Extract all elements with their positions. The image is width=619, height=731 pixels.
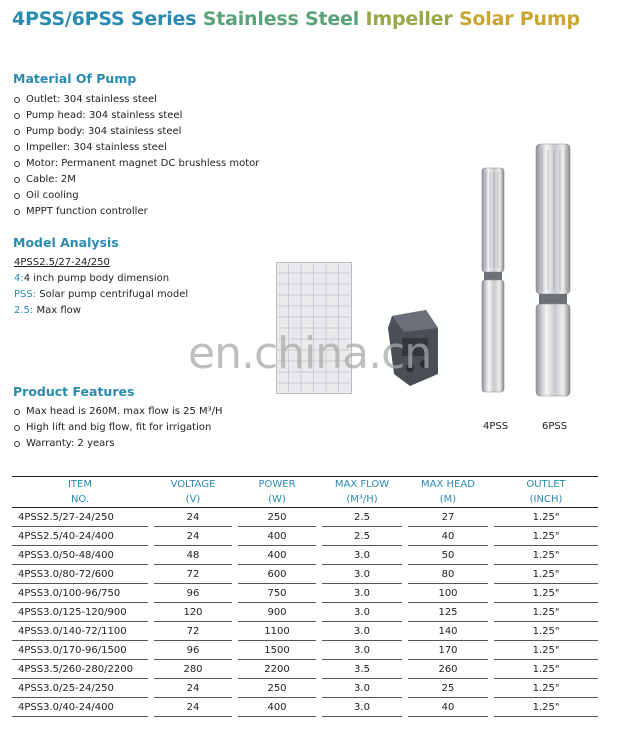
table-row xyxy=(12,527,598,546)
table-header-row xyxy=(12,492,598,508)
list-item xyxy=(14,404,223,420)
pump-label-6pss: 6PSS xyxy=(542,421,568,432)
value-cell: 250 xyxy=(238,679,316,698)
column-header: (V) xyxy=(154,492,232,508)
value-cell: 3.5 xyxy=(322,660,402,679)
list-item xyxy=(14,156,259,172)
value-cell: 40 xyxy=(408,527,488,546)
value-cell: 750 xyxy=(238,584,316,603)
model-cell: 4PSS2.5/27-24/250 xyxy=(12,508,148,527)
value-cell: 1.25" xyxy=(494,622,598,641)
model-cell: 4PSS3.0/25-24/250 xyxy=(12,679,148,698)
column-header: (W) xyxy=(238,492,316,508)
model-cell: 4PSS3.0/50-48/400 xyxy=(12,546,148,565)
bullet-icon xyxy=(14,209,20,215)
features-list xyxy=(14,404,223,452)
model-cell: 4PSS2.5/40-24/400 xyxy=(12,527,148,546)
spec-table xyxy=(12,476,598,717)
value-cell: 1.25" xyxy=(494,603,598,622)
value-cell: 80 xyxy=(408,565,488,584)
model-line: PSS: Solar pump centrifugal model xyxy=(14,289,189,300)
bullet-icon xyxy=(14,129,20,135)
page-title xyxy=(12,8,580,30)
features-heading: Product Features xyxy=(13,384,135,399)
value-cell: 24 xyxy=(154,508,232,527)
value-cell: 900 xyxy=(238,603,316,622)
value-cell: 3.0 xyxy=(322,565,402,584)
value-cell: 50 xyxy=(408,546,488,565)
value-cell: 600 xyxy=(238,565,316,584)
list-item-text: MPPT function controller xyxy=(26,206,148,217)
bullet-icon xyxy=(14,425,20,431)
value-cell: 1.25" xyxy=(494,527,598,546)
column-header: VOLTAGE xyxy=(154,477,232,493)
model-analysis xyxy=(14,255,188,319)
bullet-icon xyxy=(14,193,20,199)
table-row xyxy=(12,565,598,584)
material-heading: Material Of Pump xyxy=(13,71,137,86)
title-part-material: Stainless Steel xyxy=(202,8,366,30)
value-cell: 96 xyxy=(154,641,232,660)
value-cell: 260 xyxy=(408,660,488,679)
title-part-impeller: Impeller xyxy=(365,8,459,30)
table-row xyxy=(12,508,598,527)
table-row xyxy=(12,698,598,717)
model-line: 4:4 inch pump body dimension xyxy=(14,273,170,284)
value-cell: 1.25" xyxy=(494,565,598,584)
value-cell: 3.0 xyxy=(322,679,402,698)
list-item-text: Motor: Permanent magnet DC brushless motor xyxy=(26,158,260,169)
list-item-text: Pump body: 304 stainless steel xyxy=(26,126,182,137)
list-item-text: High lift and big flow, fit for irrigation xyxy=(26,422,212,433)
value-cell: 1.25" xyxy=(494,641,598,660)
model-cell: 4PSS3.0/125-120/900 xyxy=(12,603,148,622)
column-header: NO. xyxy=(12,492,148,508)
list-item xyxy=(14,436,223,452)
value-cell: 1.25" xyxy=(494,679,598,698)
bullet-icon xyxy=(14,441,20,447)
bullet-icon xyxy=(14,145,20,151)
bullet-icon xyxy=(14,177,20,183)
value-cell: 40 xyxy=(408,698,488,717)
list-item-text: Pump head: 304 stainless steel xyxy=(26,110,183,121)
value-cell: 25 xyxy=(408,679,488,698)
value-cell: 3.0 xyxy=(322,584,402,603)
column-header: MAX HEAD xyxy=(408,477,488,493)
list-item-text: Warranty: 2 years xyxy=(26,438,115,449)
value-cell: 170 xyxy=(408,641,488,660)
value-cell: 27 xyxy=(408,508,488,527)
column-header: MAX FLOW xyxy=(322,477,402,493)
list-item xyxy=(14,108,259,124)
list-item-text: Max head is 260M. max flow is 25 M³/H xyxy=(26,406,223,417)
value-cell: 3.0 xyxy=(322,641,402,660)
column-header: (M³/H) xyxy=(322,492,402,508)
value-cell: 400 xyxy=(238,527,316,546)
table-row xyxy=(12,603,598,622)
value-cell: 1500 xyxy=(238,641,316,660)
value-cell: 2.5 xyxy=(322,508,402,527)
value-cell: 48 xyxy=(154,546,232,565)
table-row xyxy=(12,641,598,660)
model-heading: Model Analysis xyxy=(13,235,119,250)
model-cell: 4PSS3.0/40-24/400 xyxy=(12,698,148,717)
value-cell: 1.25" xyxy=(494,508,598,527)
value-cell: 24 xyxy=(154,527,232,546)
value-cell: 72 xyxy=(154,565,232,584)
list-item xyxy=(14,204,259,220)
value-cell: 1.25" xyxy=(494,584,598,603)
column-header: (INCH) xyxy=(494,492,598,508)
column-header: ITEM xyxy=(12,477,148,493)
list-item-text: Impeller: 304 stainless steel xyxy=(26,142,167,153)
column-header: OUTLET xyxy=(494,477,598,493)
list-item xyxy=(14,420,223,436)
value-cell: 1.25" xyxy=(494,660,598,679)
model-cell: 4PSS3.5/260-280/2200 xyxy=(12,660,148,679)
table-header-row xyxy=(12,477,598,493)
bullet-icon xyxy=(14,113,20,119)
model-line: 2.5: Max flow xyxy=(14,305,81,316)
list-item xyxy=(14,140,259,156)
model-cell: 4PSS3.0/170-96/1500 xyxy=(12,641,148,660)
list-item xyxy=(14,172,259,188)
value-cell: 1.25" xyxy=(494,546,598,565)
list-item-text: Oil cooling xyxy=(26,190,79,201)
value-cell: 3.0 xyxy=(322,546,402,565)
value-cell: 400 xyxy=(238,698,316,717)
table-row xyxy=(12,660,598,679)
model-cell: 4PSS3.0/80-72/600 xyxy=(12,565,148,584)
model-cell: 4PSS3.0/100-96/750 xyxy=(12,584,148,603)
list-item-text: Outlet: 304 stainless steel xyxy=(26,94,157,105)
column-header: POWER xyxy=(238,477,316,493)
value-cell: 2.5 xyxy=(322,527,402,546)
table-row xyxy=(12,679,598,698)
value-cell: 3.0 xyxy=(322,603,402,622)
list-item-text: Cable: 2M xyxy=(26,174,76,185)
title-part-solar: Solar Pump xyxy=(458,8,580,30)
pumps-image xyxy=(470,140,590,405)
value-cell: 280 xyxy=(154,660,232,679)
model-code: 4PSS2.5/27-24/250 xyxy=(14,257,110,268)
table-body xyxy=(12,508,598,717)
value-cell: 120 xyxy=(154,603,232,622)
table-row xyxy=(12,622,598,641)
table-row xyxy=(12,584,598,603)
column-header: (M) xyxy=(408,492,488,508)
value-cell: 100 xyxy=(408,584,488,603)
value-cell: 3.0 xyxy=(322,698,402,717)
list-item xyxy=(14,188,259,204)
material-list xyxy=(14,92,259,220)
value-cell: 1.25" xyxy=(494,698,598,717)
title-part-series: 4PSS/6PSS Series xyxy=(12,8,203,30)
bullet-icon xyxy=(14,97,20,103)
list-item xyxy=(14,92,259,108)
value-cell: 140 xyxy=(408,622,488,641)
value-cell: 24 xyxy=(154,679,232,698)
bullet-icon xyxy=(14,409,20,415)
value-cell: 72 xyxy=(154,622,232,641)
value-cell: 24 xyxy=(154,698,232,717)
value-cell: 125 xyxy=(408,603,488,622)
value-cell: 3.0 xyxy=(322,622,402,641)
value-cell: 96 xyxy=(154,584,232,603)
value-cell: 1100 xyxy=(238,622,316,641)
table-row xyxy=(12,546,598,565)
value-cell: 400 xyxy=(238,546,316,565)
bullet-icon xyxy=(14,161,20,167)
value-cell: 2200 xyxy=(238,660,316,679)
pump-label-4pss: 4PSS xyxy=(483,421,509,432)
value-cell: 250 xyxy=(238,508,316,527)
list-item xyxy=(14,124,259,140)
model-cell: 4PSS3.0/140-72/1100 xyxy=(12,622,148,641)
watermark: en.china.cn xyxy=(188,328,432,379)
